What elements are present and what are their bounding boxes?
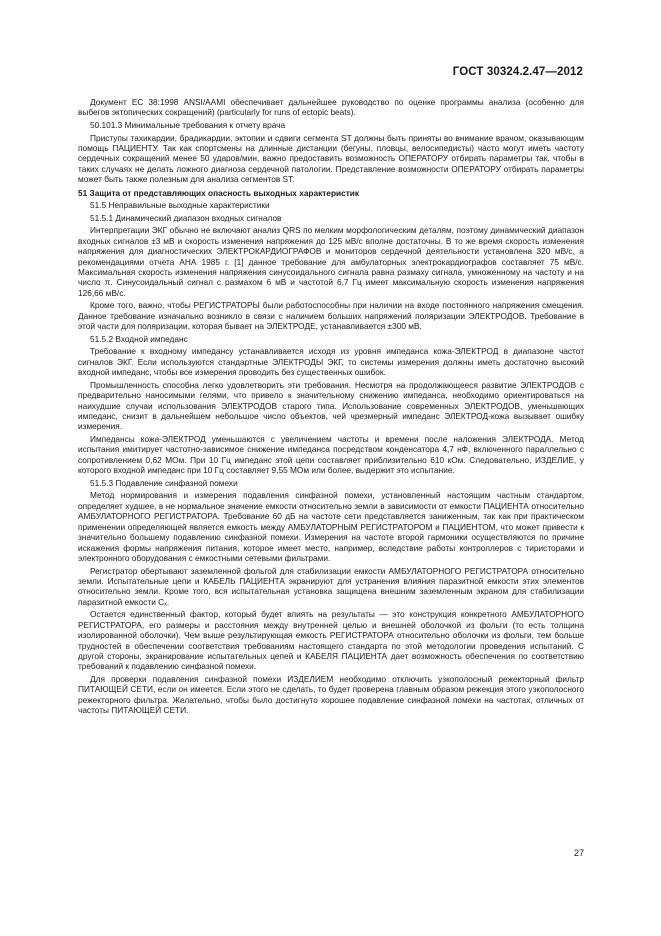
body-paragraph: Документ ЕС 38:1998 ANSI/AAMI обеспечивает дальнейшее руководство по оценке программы анализа (особенно для выбегов эктопических сокращений) (particularly for runs of ectopic beats). [78, 97, 584, 118]
page-number: 27 [574, 848, 585, 858]
document-body [78, 97, 584, 718]
body-paragraph: Кроме того, важно, чтобы РЕГИСТРАТОРЫ были работоспособны при наличии на входе постоянного напряжения смещения. Данное требование изначально возникло в связи с наличием больших напряжений поляризации ЭЛЕКТРОДОВ. Требование в этой части для поляризации, которая бывает на ЭЛЕКТРОДЕ, устанавливается ±300 мВ. [78, 300, 584, 332]
subsection-heading: 51.5 Неправильные выходные характеристики [90, 200, 270, 211]
body-paragraph: Метод нормирования и измерения подавления синфазной помехи, установленный настоящим частным стандартом, определяет худшее, в не нормальное значение емкости относительно земли в зависимости от емкости ПАЦИЕНТА относительно АМБУЛАТОРНОГО РЕГИСТРАТОРА. Требование 60 дБ на частоте сети представляется заниженным, так как при практическом применении определяющей является емкость между АМБУЛАТОРНЫМ РЕГИСТРАТОРОМ и ПАЦИЕНТОМ, что может привести к значительно большему подавлению синфазной помехи. Измерения на частоте второй гармоники осуществляются по причине искажения формы напряжения питания, которое имеет место, например, вследствие работы контроллеров с тиристорами и электронного оборудования с емкостными сетевыми фильтрами. [78, 490, 584, 563]
section-heading: 51 Защита от представляющих опасность выходных характеристик [78, 187, 360, 198]
body-paragraph: Остается единственный фактор, который будет влиять на результаты — это конструкция конкретного АМБУЛАТОРНОГО РЕГИСТРАТОРА, его размеры и расстояния между внутренней целью и внешней оболочкой из фольги (то есть толщина изолированной оболочки). Чем выше результирующая емкость РЕГИСТРАТОРА относительно оболочки из фольги, тем больше трудностей в обеспечении соответствия требованиям настоящего стандарта по этой методологии проведения испытаний. С другой стороны, экранирование испытательных цепей и КАБЕЛЯ ПАЦИЕНТА дает возможность обеспечения по соответствию требований к подавлению синфазной помехи. [78, 609, 584, 672]
body-paragraph: Требование к входному импедансу устанавливается исходя из уровня импеданса кожа-ЭЛЕКТРОД в диапазоне частот сигналов ЭКГ. Если используются стандартные ЭЛЕКТРОДЫ ЭКГ, то системы измерения должны иметь достаточно высокий входной импеданс, чтобы все измерения проводить без существенных ошибок. [78, 346, 584, 378]
subsection-heading: 51.5.3 Подавление синфазной помехи [90, 477, 238, 488]
body-paragraph: Промышленность способна легко удовлетворить эти требования. Несмотря на продолжающееся развитие ЭЛЕКТРОДОВ с предварительно наносимыми гелями, что привело к значительному снижению импеданса, необходимо ориентироваться на наихудшие случаи использования ЭЛЕКТРОДОВ старого типа. Использование современных ЭЛЕКТРОДОВ, уменьшающих импеданс, снизит в дальнейшем небольшое число объектов, чей чрезмерный импеданс ЭЛЕКТРОД-кожа вызывает ошибку измерения. [78, 379, 584, 432]
body-paragraph: Импедансы кожа-ЭЛЕКТРОД уменьшаются с увеличением частоты и времени после наложения ЭЛЕКТРОДА. Метод испытания имитирует частотно-зависимое снижение импеданса посредством конденсатора 4,7 нФ, включенного параллельно с сопротивлением 0,62 МОм. При 10 Гц импеданс этой цепи составляет приблизительно 610 кОм. Следовательно, ИЗДЕЛИЕ, у которого входной импеданс при 10 Гц составляет 9,55 МОм или более, выдержит это испытание. [78, 434, 584, 476]
body-paragraph: Регистратор обертывают заземленной фольгой для стабилизации емкости АМБУЛАТОРНОГО РЕГИСТРАТОРА относительно земли. Испытательные цепи и КАБЕЛЬ ПАЦИЕНТА экранируют для устранения влияния паразитной емкости этих элементов относительно земли. Кроме того, вся испытательная установка защищена внешним заземленным экраном для стабилизации паразитной емкости Cₓ. [78, 565, 584, 607]
body-paragraph: Для проверки подавления синфазной помехи ИЗДЕЛИЕМ необходимо отключить узкополосный режекторный фильтр ПИТАЮЩЕЙ СЕТИ, если он имеется. Если этого не сделать, то будет проверена главным образом режекция этого узкополосного режекторного фильтра. Желательно, чтобы было достигнуто хорошее подавление синфазной помехи на частотах, отличных от частоты ПИТАЮЩЕЙ СЕТИ. [78, 673, 584, 716]
body-paragraph: Приступы тахикардии, брадикардии, эктопии и сдвиги сегмента ST должны быть приняты во внимание врачом, оказывающим помощь ПАЦИЕНТУ. Так как спортсмены на длинные дистанции (бегуны, пловцы, велосипедисты) часто могут иметь частоту сердечных сокращений менее 50 ударов/мин, важно предоставить возможность ОПЕРАТОРУ отбирать параметры так, чтобы в таких случаях не делать ложного диагноза сердечной патологии. Представление возможности ОПЕРАТОРУ отбирать параметры может быть также полезным для анализа сегментов ST. [78, 132, 584, 185]
body-paragraph: Интерпретации ЭКГ обычно не включают анализ QRS по мелким морфологическим деталям, поэтому динамический диапазон входных сигналов ±3 мВ и скорость изменения напряжения до 125 мВ/с вполне достаточны. В то же время скорость изменения напряжения для диагностических ЭЛЕКТРОКАРДИОГРАФОВ и мониторов сердечной деятельности установлена 320 мВ/с, а рекомендациями отчета АНА 1985 г. [1] данное требование для амбулаторных электрокардиографов составляет 75 мВ/с. Максимальная скорость изменения напряжения синусоидального сигнала равна размаху сигнала, умноженному на частоту и на число π. Синусоидальный сигнал с размахом 6 мВ и частотой 6,7 Гц имеет максимальную скорость изменения напряжения 126,66 мВ/с. [78, 225, 584, 298]
subsection-heading: 50.101.3 Минимальные требования к отчету врача [90, 120, 286, 130]
subsection-heading: 51.5.2 Входной импеданс [90, 333, 188, 344]
subsection-heading: 51.5.1 Динамический диапазон входных сигналов [90, 212, 282, 223]
standard-header: ГОСТ 30324.2.47—2012 [452, 66, 583, 78]
